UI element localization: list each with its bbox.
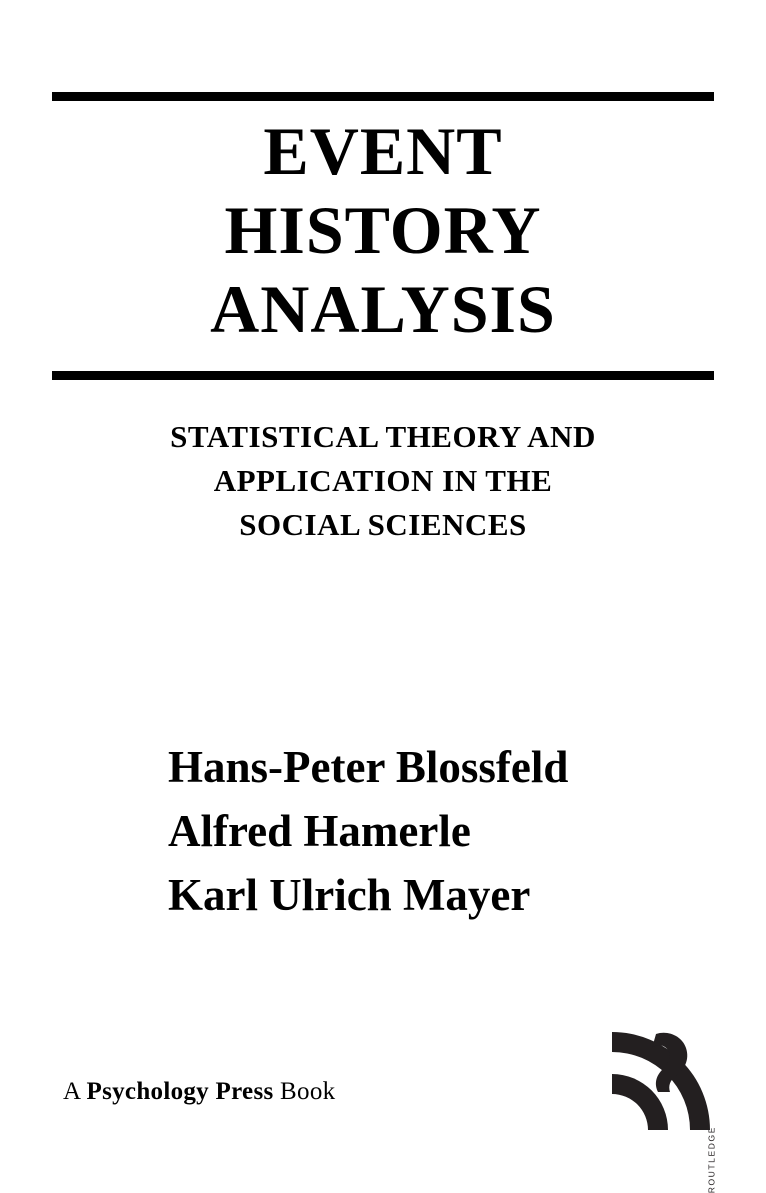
author-list (168, 735, 728, 927)
title-bottom-rule (52, 371, 714, 380)
title-top-rule (52, 92, 714, 101)
book-title (52, 112, 714, 349)
author-name: Alfred Hamerle (168, 806, 471, 856)
subtitle-line-3: SOCIAL SCIENCES (239, 507, 527, 542)
author-name: Karl Ulrich Mayer (168, 870, 531, 920)
imprint-line (63, 1078, 335, 1106)
subtitle-line-2: APPLICATION IN THE (213, 463, 553, 498)
title-line-3: ANALYSIS (210, 271, 556, 347)
book-subtitle (52, 415, 714, 547)
imprint-suffix: Book (273, 1078, 336, 1105)
routledge-logo-icon (598, 1012, 722, 1193)
imprint-prefix: A (63, 1078, 87, 1105)
title-line-1: EVENT (263, 113, 503, 189)
imprint-publisher: Psychology Press (86, 1078, 274, 1105)
subtitle-line-1: STATISTICAL THEORY AND (170, 419, 596, 454)
title-line-2: HISTORY (224, 192, 542, 268)
author-name: Hans-Peter Blossfeld (168, 742, 569, 792)
routledge-logo-label: ROUTLEDGE (706, 1126, 716, 1193)
